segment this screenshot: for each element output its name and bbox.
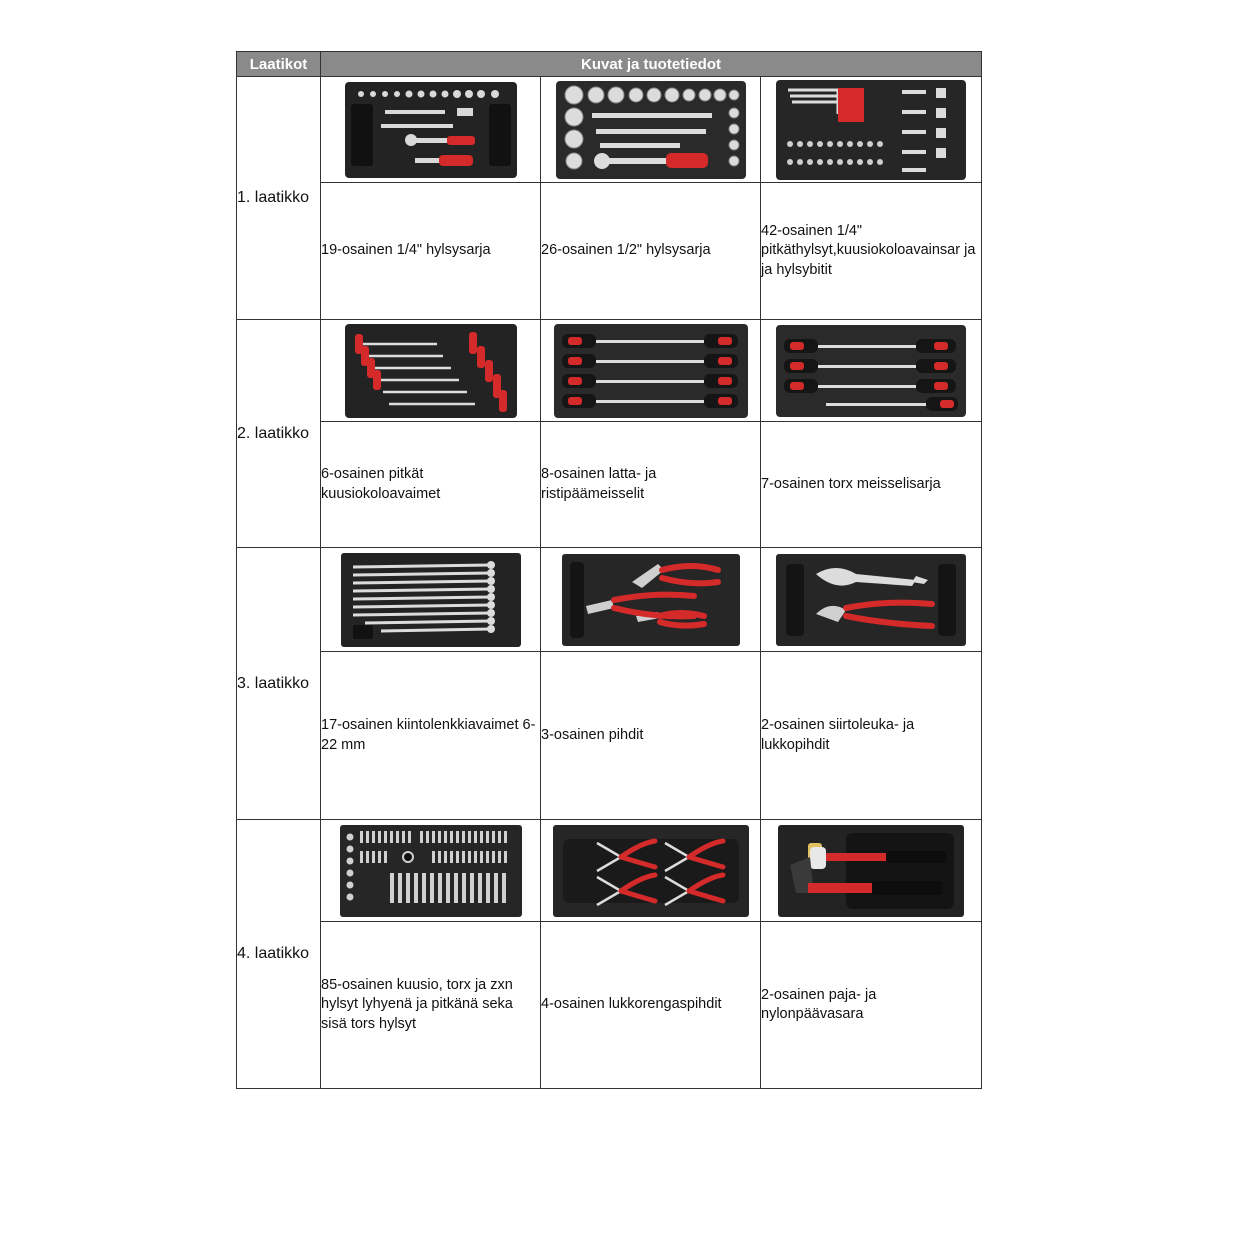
- drawer-2-label: 2. laatikko: [237, 320, 321, 548]
- drawer-3-text-row: [237, 652, 982, 820]
- screwdriver-tray-icon: [554, 324, 748, 418]
- drawer-4-label: 4. laatikko: [237, 820, 321, 1089]
- t-handle-hex-key-tray-icon: [345, 324, 517, 418]
- drawer-3-item-1-image: [321, 548, 541, 652]
- drawer-contents-table: [236, 51, 982, 1089]
- socket-set-1-2-tray-icon: [556, 81, 746, 179]
- bit-socket-tray-icon: [340, 825, 522, 917]
- socket-set-1-4-tray-icon: [345, 82, 517, 178]
- header-drawers: Laatikot: [237, 52, 321, 77]
- drawer-1-item-2-text: 26-osainen 1/2" hylsysarja: [541, 183, 761, 320]
- drawer-3-item-1-text: 17-osainen kiintolenkkiavaimet 6-22 mm: [321, 652, 541, 820]
- drawer-4-item-1-image: [321, 820, 541, 922]
- drawer-2-item-1-text: 6-osainen pitkät kuusiokoloavaimet: [321, 422, 541, 548]
- product-sheet: [236, 51, 981, 1089]
- drawer-2-item-2-text: 8-osainen latta- ja ristipäämeisselit: [541, 422, 761, 548]
- drawer-2-item-1-image: [321, 320, 541, 422]
- header-images-and-info: Kuvat ja tuotetiedot: [321, 52, 982, 77]
- drawer-4-item-3-image: [761, 820, 982, 922]
- drawer-4-item-1-text: 85-osainen kuusio, torx ja zxn hylsyt lyhyenä ja pitkänä seka sisä tors hylsyt: [321, 922, 541, 1089]
- drawer-1-item-3-text: 42-osainen 1/4" pitkäthylsyt,kuusiokoloavainsar ja ja hylsybitit: [761, 183, 982, 320]
- table-header-row: [237, 52, 982, 77]
- drawer-3-label: 3. laatikko: [237, 548, 321, 820]
- locking-pliers-tray-icon: [776, 554, 966, 646]
- drawer-2-item-3-text: 7-osainen torx meisselisarja: [761, 422, 982, 548]
- hammer-tray-icon: [778, 825, 964, 917]
- drawer-1-label: 1. laatikko: [237, 77, 321, 320]
- pliers-tray-icon: [562, 554, 740, 646]
- drawer-2-text-row: [237, 422, 982, 548]
- hex-key-bit-tray-icon: [776, 80, 966, 180]
- drawer-1-item-1-image: [321, 77, 541, 183]
- drawer-2-item-3-image: [761, 320, 982, 422]
- drawer-2-image-row: [237, 320, 982, 422]
- combination-wrench-tray-icon: [341, 553, 521, 647]
- drawer-1-item-2-image: [541, 77, 761, 183]
- drawer-1-text-row: [237, 183, 982, 320]
- drawer-4-image-row: [237, 820, 982, 922]
- drawer-4-item-2-text: 4-osainen lukkorengaspihdit: [541, 922, 761, 1089]
- circlip-pliers-tray-icon: [553, 825, 749, 917]
- drawer-1-item-1-text: 19-osainen 1/4" hylsysarja: [321, 183, 541, 320]
- drawer-3-item-2-text: 3-osainen pihdit: [541, 652, 761, 820]
- drawer-1-image-row: [237, 77, 982, 183]
- drawer-1-item-3-image: [761, 77, 982, 183]
- drawer-3-item-3-image: [761, 548, 982, 652]
- drawer-3-item-2-image: [541, 548, 761, 652]
- drawer-2-item-2-image: [541, 320, 761, 422]
- drawer-4-item-3-text: 2-osainen paja- ja nylonpäävasara: [761, 922, 982, 1089]
- drawer-3-item-3-text: 2-osainen siirtoleuka- ja lukkopihdit: [761, 652, 982, 820]
- torx-screwdriver-tray-icon: [776, 325, 966, 417]
- drawer-3-image-row: [237, 548, 982, 652]
- drawer-4-item-2-image: [541, 820, 761, 922]
- drawer-4-text-row: [237, 922, 982, 1089]
